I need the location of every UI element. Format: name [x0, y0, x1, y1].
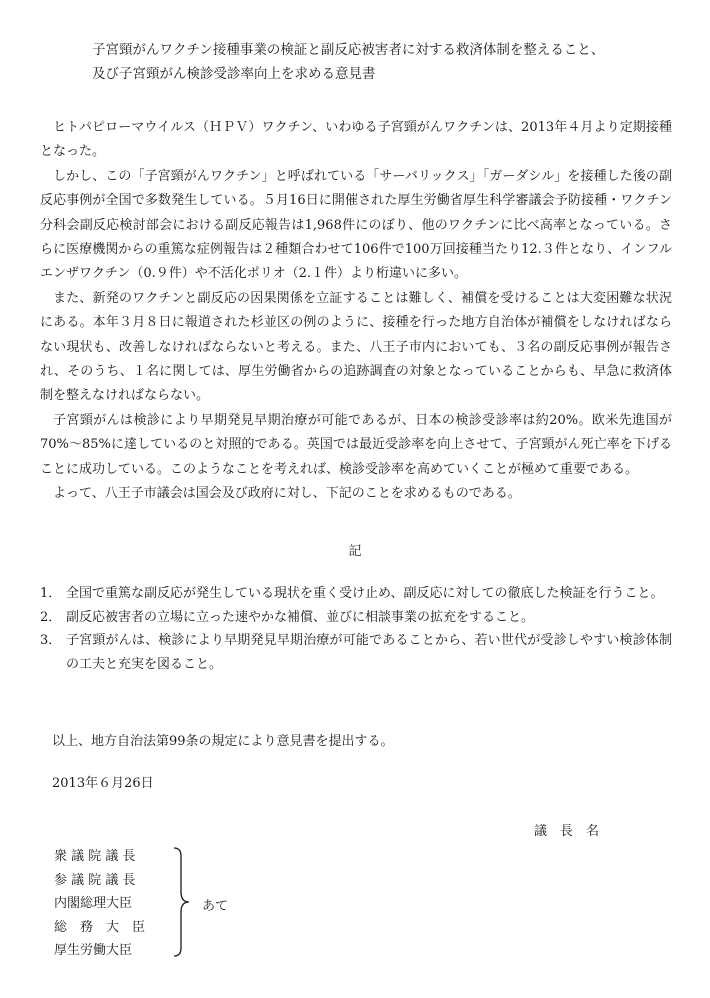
item-text: 全国で重篤な副反応が発生している現状を重く受け止め、副反応に対しての徹底した検証を行うこと。	[66, 586, 664, 601]
document-date: 2013年６月26日	[52, 776, 154, 791]
request-list	[40, 582, 672, 676]
body-text	[40, 116, 672, 507]
item-number: 1．	[40, 586, 62, 601]
closing-statement: 以上、地方自治法第99条の規定により意見書を提出する。	[52, 734, 394, 749]
paragraph: 子宮頸がんは検診により早期発見早期治療が可能であるが、日本の検診受診率は約20%。欧米先進国が70%～85%に達しているのと対照的である。英国では最近受診率を向上させて、子宮頸がん死亡率を下げることに成功している。このようなことを考えれば、検診受診率を高めていくことが極めて重要である。	[40, 412, 672, 477]
paragraph: また、新発のワクチンと副反応の因果関係を立証することは難しく、補償を受けることは大変困難な状況にある。本年３月８日に報道された杉並区の例のように、接種を行った地方自治体が補償をしなければならない現状も、改善しなければならないと考える。また、八王子市内においても、３名の副反応事例が報告され、そのうち、１名に関しては、厚生労働省からの追跡調査の対象となっていることからも、早急に救済体制を整えなければならない。	[40, 290, 672, 404]
title-line-1: 子宮頸がんワクチン接種事業の検証と副反応被害者に対する救済体制を整えること、	[92, 42, 605, 58]
item-number: 3．	[40, 633, 62, 648]
document-title	[92, 38, 604, 86]
paragraph: ヒトパピローマウイルス（ＨＰＶ）ワクチン、いわゆる子宮頸がんワクチンは、2013年４月より定期接種となった。	[40, 120, 672, 160]
addressee: 厚生労働大臣	[54, 943, 133, 958]
list-item	[40, 629, 672, 676]
title-line-2: 及び子宮頸がん検診受診率向上を求める意見書	[92, 66, 376, 82]
addressee: 内閣総理大臣	[54, 896, 133, 911]
addressee: 総 務 大 臣	[54, 919, 146, 935]
addressee-suffix: あて	[202, 899, 229, 914]
addressee-list	[54, 845, 145, 963]
chairman-name: 議 長 名	[534, 824, 600, 839]
item-text: 副反応被害者の立場に立った速やかな補償、並びに相談事業の拡充をすること。	[66, 609, 535, 625]
list-item	[40, 606, 672, 630]
curly-brace-icon	[172, 846, 194, 958]
addressee: 参 議 院 議 長	[54, 872, 136, 888]
item-text: 子宮頸がんは、検診により早期発見早期治療が可能であることから、若い世代が受診しやすい検診体制の工夫と充実を図ること。	[66, 633, 672, 672]
ki-heading: 記	[348, 544, 362, 559]
list-item	[40, 582, 672, 606]
item-number: 2．	[40, 609, 62, 625]
paragraph: よって、八王子市議会は国会及び政府に対し、下記のことを求めるものである。	[53, 486, 521, 502]
addressee: 衆 議 院 議 長	[54, 849, 136, 864]
paragraph: しかし、この「子宮頸がんワクチン」と呼ばれている「サーバリックス」「ガーダシル」を接種した後の副反応事例が全国で多数発生している。５月16日に開催された厚生労働省厚生科学審議会予防接種・ワクチン分科会副反応検討部会における副反応報告は1,968件にのぼり、他のワクチンに比べ高率となっている。さらに医療機関からの重篤な症例報告は２種類合わせて106件で100万回接種当たり12.３件となり、インフルエンザワクチン（0.９件）や不活化ポリオ（2.１件）より桁違いに多い。	[40, 168, 672, 282]
